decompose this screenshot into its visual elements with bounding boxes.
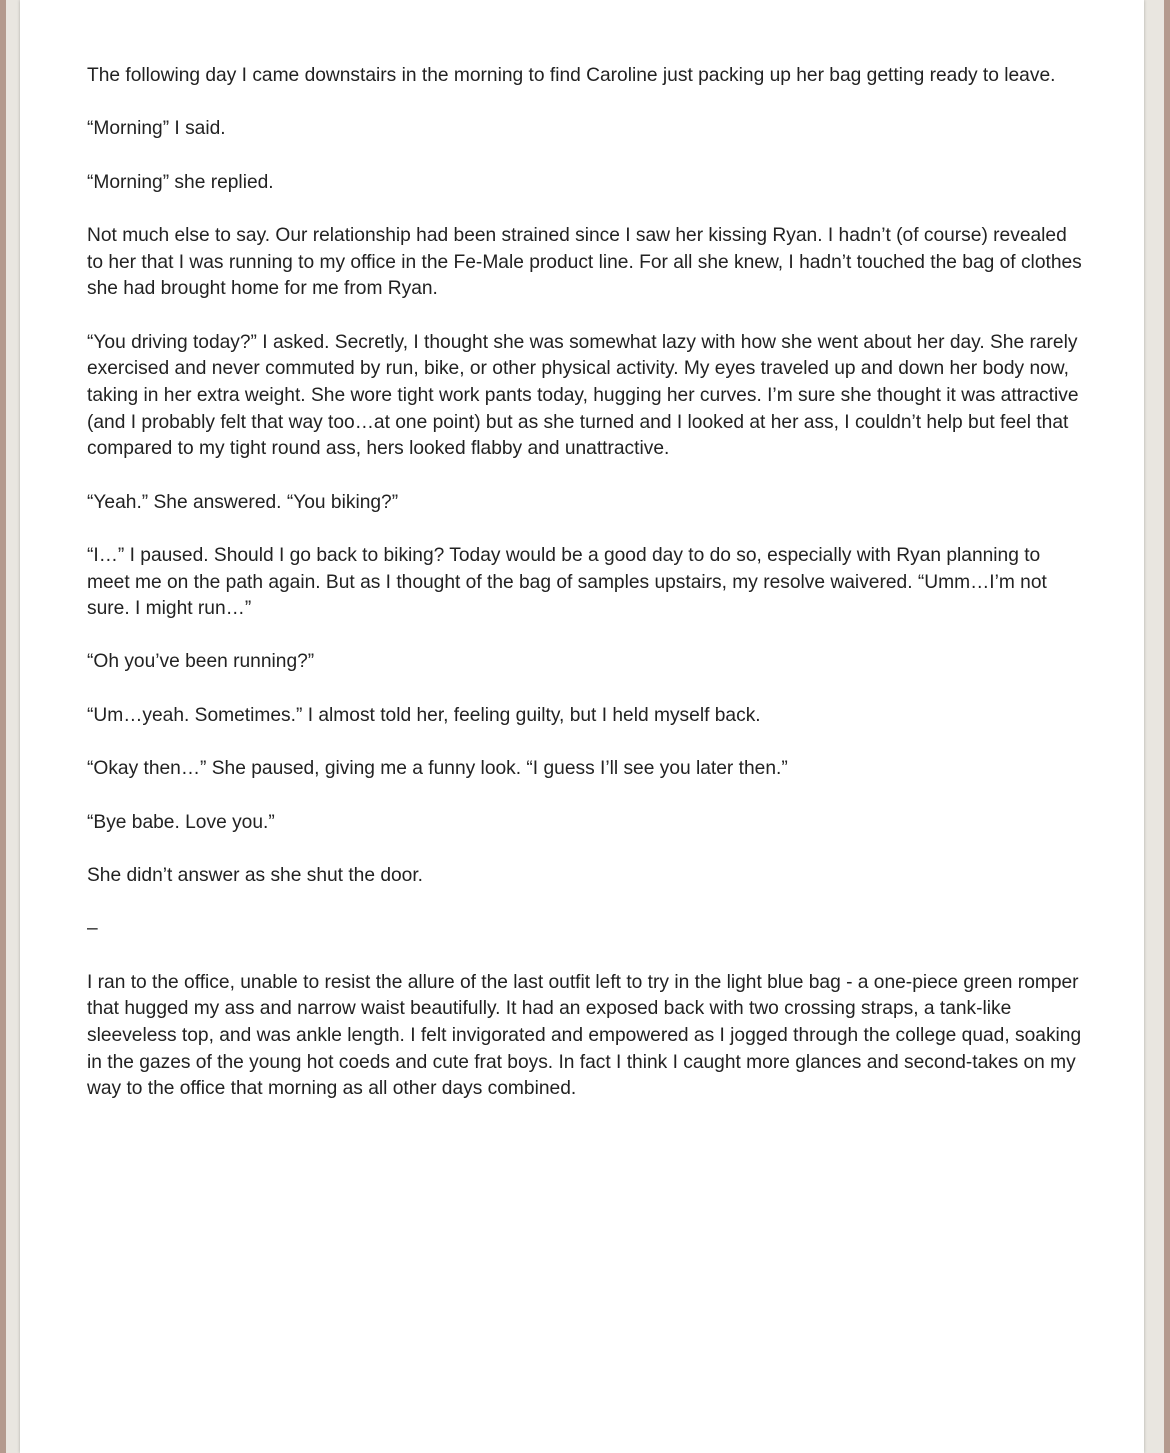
paragraph: “Yeah.” She answered. “You biking?”	[87, 491, 399, 513]
paragraph: “I…” I paused. Should I go back to biking? Today would be a good day to do so, especially with Ryan planning to meet me on the path again. But as I thought of the bag of samples upstairs, my resolve waivered. “Umm…I’m not sure. I might run…”	[87, 544, 1047, 620]
paragraph: “Bye babe. Love you.”	[87, 811, 275, 833]
page-frame-left-edge	[0, 0, 6, 1453]
paragraph: I ran to the office, unable to resist the allure of the last outfit left to try in the light blue bag - a one-piece green romper that hugged my ass and narrow waist beautifully. It had an exposed back with two crossing straps, a tank-like sleeveless top, and was ankle length. I felt invigorated and empowered as I jogged through the college quad, soaking in the gazes of the young hot coeds and cute frat boys. In fact I think I caught more glances and second-takes on my way to the office that morning as all other days combined.	[87, 971, 1082, 1100]
paragraph: “Oh you’ve been running?”	[87, 651, 315, 673]
paragraph: “Um…yeah. Sometimes.” I almost told her, feeling guilty, but I held myself back.	[87, 704, 761, 726]
paragraph: “Okay then…” She paused, giving me a funny look. “I guess I’ll see you later then.”	[87, 758, 788, 780]
paragraph: “You driving today?” I asked. Secretly, I thought she was somewhat lazy with how she went about her day. She rarely exercised and never commuted by run, bike, or other physical activity. My eyes traveled up and down her body now, taking in her extra weight. She wore tight work pants today, hugging her curves. I’m sure she thought it was attractive (and I probably felt that way too…at one point) but as she turned and I looked at her ass, I couldn’t help but feel that compared to my tight round ass, hers looked flabby and unattractive.	[87, 331, 1079, 460]
document-body	[87, 63, 1087, 1130]
paragraph: The following day I came downstairs in the morning to find Caroline just packing up her bag getting ready to leave.	[87, 65, 1056, 86]
document-page[interactable]	[20, 0, 1144, 1453]
page-frame-right-edge	[1164, 0, 1170, 1453]
section-separator: –	[87, 918, 98, 940]
paragraph: “Morning” I said.	[87, 118, 226, 140]
paragraph: She didn’t answer as she shut the door.	[87, 865, 423, 887]
paragraph: Not much else to say. Our relationship had been strained since I saw her kissing Ryan. I hadn’t (of course) revealed to her that I was running to my office in the Fe-Male product line. For all she knew, I hadn’t touched the bag of clothes she had brought home for me from Ryan.	[87, 225, 1082, 300]
paragraph: “Morning” she replied.	[87, 171, 274, 193]
